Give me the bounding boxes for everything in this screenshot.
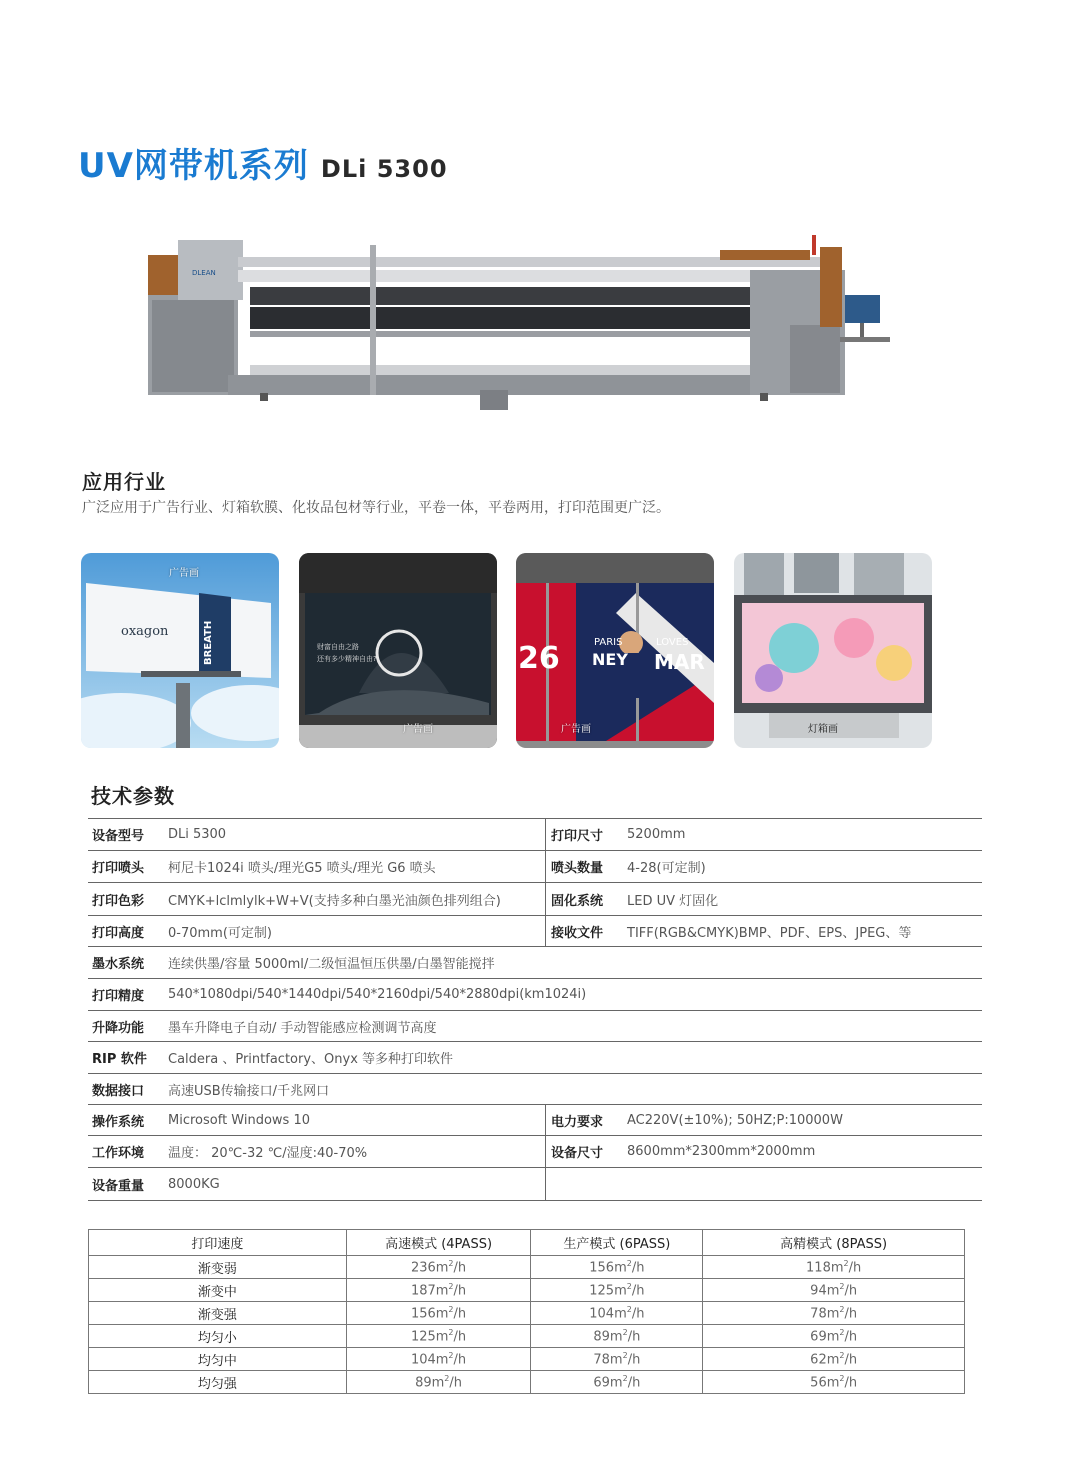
spec-value: 4-28(可定制) (627, 861, 706, 876)
speed-value: $94m^2/h$ (703, 1279, 965, 1302)
speed-value: $78m^2/h$ (531, 1348, 703, 1371)
speed-header: 打印速度 (89, 1230, 347, 1256)
spec-label: 设备型号 (92, 829, 145, 844)
spec-value: CMYK+lclmlylk+W+V(支持多种白墨光油颜色排列组合) (168, 893, 501, 909)
photo-indoor-ad (299, 553, 497, 748)
breath-text: BREATH (203, 620, 214, 665)
speed-value: $236m^2/h$ (346, 1256, 531, 1279)
num-text: 26 (518, 641, 560, 676)
photo-lightbox (734, 553, 932, 748)
speed-table (88, 1229, 965, 1394)
application-description: 广泛应用于广告行业、灯箱软膜、化妆品包材等行业，平卷一体，平卷两用，打印范围更广泛。 (82, 500, 670, 516)
speed-row (89, 1279, 965, 1302)
spec-table (88, 818, 982, 1201)
spec-row (88, 1042, 982, 1074)
spec-label: 升降功能 (92, 1020, 145, 1036)
spec-label: 接收文件 (551, 925, 604, 941)
spec-row (88, 979, 982, 1011)
machine-logo-text: DLEAN (192, 269, 216, 277)
speed-value: $156m^2/h$ (531, 1256, 703, 1279)
spec-label: 设备重量 (92, 1178, 145, 1194)
speed-header: 高速模式 (4PASS) (346, 1230, 531, 1256)
photo-football-ad (516, 553, 714, 748)
speed-value: $104m^2/h$ (531, 1302, 703, 1325)
speed-header: 高精模式 (8PASS) (703, 1230, 965, 1256)
spec-label: 打印精度 (92, 989, 145, 1004)
page-title (78, 138, 448, 187)
spec-row (88, 1136, 982, 1168)
spec-value: 连续供墨/容量 5000ml/二级恒温恒压供墨/白墨智能搅拌 (168, 957, 495, 972)
speed-value: $125m^2/h$ (531, 1279, 703, 1302)
spec-label: 打印高度 (92, 925, 145, 941)
speed-row-label: 均匀强 (89, 1371, 347, 1394)
speed-value: $62m^2/h$ (703, 1348, 965, 1371)
speed-value: $89m^2/h$ (531, 1325, 703, 1348)
spec-label: 工作环境 (92, 1146, 145, 1161)
speed-value: $156m^2/h$ (346, 1302, 531, 1325)
spec-value: 柯尼卡1024i 喷头/理光G5 喷头/理光 G6 喷头 (168, 861, 436, 876)
mar-text: MAR (654, 650, 705, 674)
speed-row (89, 1325, 965, 1348)
spec-row (88, 1168, 982, 1201)
speed-value: $118m^2/h$ (703, 1256, 965, 1279)
spec-value: 墨车升降电子自动/ 手动智能感应检测调节高度 (168, 1020, 437, 1036)
spec-label: 固化系统 (551, 893, 604, 909)
spec-label: 操作系统 (92, 1114, 145, 1130)
ney-text: NEY (592, 650, 628, 669)
spec-label: 墨水系统 (92, 957, 145, 972)
spec-row (88, 1105, 982, 1136)
spec-row (88, 1011, 982, 1042)
series-title: UV网带机系列 (78, 146, 309, 186)
photo-billboard-oxagon (81, 553, 279, 748)
spec-label: 喷头数量 (551, 861, 604, 876)
speed-row-label: 均匀小 (89, 1325, 347, 1348)
speed-value: $69m^2/h$ (703, 1325, 965, 1348)
speed-header: 生产模式 (6PASS) (531, 1230, 703, 1256)
spec-value: Microsoft Windows 10 (168, 1112, 310, 1128)
speed-value: $69m^2/h$ (531, 1371, 703, 1394)
speed-row-label: 均匀中 (89, 1348, 347, 1371)
spec-label: 数据接口 (92, 1083, 145, 1099)
spec-row (88, 916, 982, 947)
ad-line2: 还有多少精神自由? (317, 655, 377, 663)
speed-row-label: 渐变强 (89, 1302, 347, 1325)
tech-heading: 技术参数 (91, 784, 175, 808)
ad-line1: 财富自由之路 (317, 643, 359, 651)
spec-value: 5200mm (627, 827, 686, 842)
spec-value: 高速USB传输接口/千兆网口 (168, 1083, 330, 1099)
speed-value: $187m^2/h$ (346, 1279, 531, 1302)
spec-row (88, 851, 982, 883)
printer-machine-image (140, 225, 900, 420)
speed-value: $104m^2/h$ (346, 1348, 531, 1371)
speed-header-row (89, 1230, 965, 1256)
spec-value: 0-70mm(可定制) (168, 925, 272, 941)
spec-label: RIP 软件 (92, 1052, 147, 1067)
speed-row (89, 1348, 965, 1371)
spec-value: Caldera 、Printfactory、Onyx 等多种打印软件 (168, 1052, 454, 1067)
spec-value: DLi 5300 (168, 827, 227, 842)
spec-label: 电力要求 (551, 1114, 604, 1130)
speed-value: $89m^2/h$ (346, 1371, 531, 1394)
spec-row (88, 883, 982, 916)
spec-value: TIFF(RGB&CMYK)BMP、PDF、EPS、JPEG、等 (627, 925, 912, 941)
spec-label: 设备尺寸 (551, 1146, 604, 1161)
speed-row-label: 渐变中 (89, 1279, 347, 1302)
spec-value: AC220V(±10%); 50HZ;P:10000W (627, 1112, 843, 1128)
speed-row (89, 1256, 965, 1279)
photo-caption: 广告画 (169, 568, 199, 579)
oxagon-text: oxagon (121, 624, 169, 639)
spec-value: 8000KG (168, 1176, 220, 1192)
speed-value: $78m^2/h$ (703, 1302, 965, 1325)
spec-label: 打印喷头 (92, 861, 145, 876)
speed-value: $56m^2/h$ (703, 1371, 965, 1394)
spec-value: 8600mm*2300mm*2000mm (627, 1144, 816, 1159)
spec-value: 温度： 20℃-32 ℃/湿度:40-70% (168, 1146, 368, 1161)
spec-row (88, 947, 982, 979)
spec-label: 打印尺寸 (551, 829, 604, 844)
model-title: DLi 5300 (320, 155, 448, 183)
application-heading: 应用行业 (82, 470, 166, 494)
spec-value: LED UV 灯固化 (627, 893, 719, 909)
spec-row (88, 818, 982, 851)
speed-row (89, 1371, 965, 1394)
speed-row (89, 1302, 965, 1325)
photo-caption: 广告画 (403, 724, 433, 735)
spec-label: 打印色彩 (92, 893, 145, 909)
spec-row (88, 1074, 982, 1105)
speed-value: $125m^2/h$ (346, 1325, 531, 1348)
loves-text: LOVES (656, 637, 689, 648)
photo-caption: 灯箱画 (808, 724, 838, 735)
speed-row-label: 渐变弱 (89, 1256, 347, 1279)
spec-value: 540*1080dpi/540*1440dpi/540*2160dpi/540*2880dpi(km1024i) (168, 987, 587, 1002)
paris-text: PARIS (594, 637, 623, 648)
photo-caption: 广告画 (561, 724, 591, 735)
